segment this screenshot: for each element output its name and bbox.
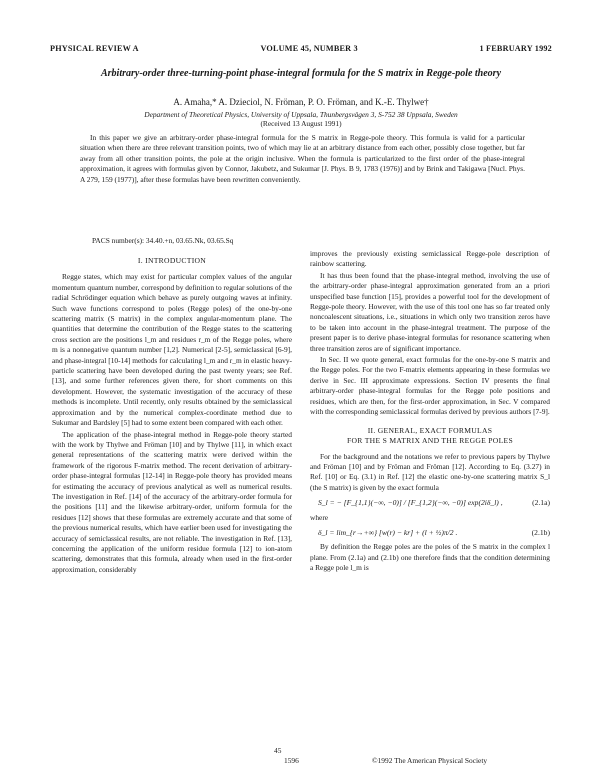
abstract: In this paper we give an arbitrary-order phase-integral formula for the S matrix in Regge-pole theory. This formula is valid for a particular situation when there are three relevant transition points, two of which may lie at an arbitrary distance from each other, possibly close together, but far away from all other transition points, the pole at the origin inclusive. When the formula is particularized to the first order of the phase-integral approximation, it agrees with formulas given by Connor, Jakubetz, and Sukumar [J. Phys. B 9, 1783 (1976)] and by Brink and Takigawa [Nucl. Phys. A 279, 159 (1977)], after these formulas have been rewritten conveniently. bbox=[80, 133, 525, 184]
journal-name: PHYSICAL REVIEW A bbox=[50, 44, 139, 53]
running-header bbox=[50, 44, 552, 53]
issue-date: 1 FEBRUARY 1992 bbox=[479, 44, 552, 53]
equation-number: (2.1b) bbox=[531, 527, 550, 537]
pacs-numbers: PACS number(s): 34.40.+n, 03.65.Nk, 03.65.Sq bbox=[92, 236, 234, 245]
left-column bbox=[52, 256, 292, 575]
equation-body: S_l = − [F_{1,1}(−∞, −0)] / [F_{1,2}(−∞, −0)] exp(2iδ_l) , bbox=[318, 498, 503, 508]
paragraph: It has thus been found that the phase-integral method, involving the use of the arbitrary-order phase-integral approximation generated from an a priori unspecified base function [15], provides a powerful tool for the development of Regge-pole theory. However, with the use of this tool one has so far treated only noncoalescent situations, i.e., situations in which only two transition zeros have to be taken into account in the phase-integral treatment. The purpose of the present paper is to derive phase-integral formulas for resonance scattering when three transition zeros are of significant importance. bbox=[310, 270, 550, 353]
section-heading-introduction: I. INTRODUCTION bbox=[137, 256, 207, 265]
equation-2-1b bbox=[310, 528, 550, 538]
equation-number: (2.1a) bbox=[532, 498, 550, 508]
paper-title: Arbitrary-order three-turning-point phase-integral formula for the S matrix in Regge-pole theory bbox=[100, 68, 502, 79]
author-list: A. Amaha,* A. Dzieciol, N. Fröman, P. O. Fröman, and K.-E. Thylwe† bbox=[173, 97, 429, 107]
volume-number: VOLUME 45, NUMBER 3 bbox=[260, 44, 358, 53]
paragraph: In Sec. II we quote general, exact formulas for the one-by-one S matrix and the Regge poles. For the two F-matrix elements appearing in these formulas we derive in Sec. III approximate expressions. Section IV presents the final arbitrary-order phase-integral formulas for the Regge pole positions and residues, which are then, for the first-order approximation, in Sec. V compared with the corresponding semiclassical formulas derived by previous authors [7-9]. bbox=[310, 355, 550, 417]
footer-number: 1596 bbox=[284, 756, 299, 765]
paragraph: The application of the phase-integral method in Regge-pole theory started with the work by Thylwe and Fröman [10] and by Thylwe [11], in which exact general representations of the scattering matrix were derived within the framework of the rigorous F-matrix method. The recent derivation of arbitrary-order phase-integral formulas [12-14] in Regge-pole theory has provided means for estimating the accuracy of previous analytical as well as numerical results. The investigation in Ref. [14] of the accuracy of the arbitrary-order formula for the positions [11] and the likewise arbitrary-order, uniform formula for the residues [12] shows that these formulas are extremely accurate and that some of the previous numerical results, which have earlier been used for investigating the accuracy of semiclassical results, are not reliable. The investigation in Ref. [13], concerning the application of the uniform residue formula [12] to ion-atom scattering, demonstrates that this formula, already when used in the first-order approximation, considerably bbox=[52, 429, 292, 574]
section-heading-general-formulas bbox=[310, 426, 550, 446]
equation-2-1a bbox=[310, 498, 550, 508]
section-heading-line: FOR THE S MATRIX AND THE REGGE POLES bbox=[347, 435, 513, 445]
equation-body: δ_l = lim_{r→+∞} [w(r) − kr] + (l + ½)π/2 . bbox=[318, 527, 458, 537]
received-date: (Received 13 August 1991) bbox=[260, 119, 342, 128]
paragraph: For the background and the notations we refer to previous papers by Thylwe and Fröman [10] and by Fröman and Fröman [12]. According to Eq. (3.27) in Ref. [10] or Eq. (3.1) in Ref. [12] the elastic one-by-one scattering matrix S_l (the S matrix) is given by the exact formula bbox=[310, 451, 550, 492]
copyright-notice: ©1992 The American Physical Society bbox=[372, 756, 488, 765]
right-column bbox=[310, 249, 550, 574]
page-number: 45 bbox=[274, 746, 282, 755]
paragraph: where bbox=[310, 512, 329, 522]
paragraph: improves the previously existing semiclassical Regge-pole description of rainbow scattering. bbox=[310, 249, 550, 269]
paragraph: By definition the Regge poles are the poles of the S matrix in the complex l plane. From (2.1a) and (2.1b) one therefore finds that the condition determining a Regge pole l_m is bbox=[310, 542, 550, 573]
paragraph: Regge states, which may exist for particular complex values of the angular momentum quantum number, correspond by definition to regular solutions of the radial Schrödinger equation which behave as purely outgoing waves at infinity. Such wave functions correspond to poles (Regge poles) of the one-by-one scattering matrix (S matrix) in the complex angular-momentum plane. The quantities that determine the contribution of the Regge states to the scattering cross section are the positions l_m and residues r_m of the Regge poles, where m is a nonnegative quantum number [1,2]. Numerical [2-5], semiclassical [6-9], and phase-integral [10-14] methods for calculating l_m and r_m in elastic heavy-particle scattering have been developed during the past twenty years; see Ref. [13], and some further references given there, for short comments on this development. However, the systematic investigation of the accuracy of these methods is incomplete. Until recently, only results obtained by the semiclassical approximation and by the numerical complex-coordinate method due to Sukumar and Bardsley [5] had to some extent been compared with each other. bbox=[52, 272, 292, 428]
affiliation-block bbox=[60, 110, 542, 128]
affiliation: Department of Theoretical Physics, University of Uppsala, Thunbergsvägen 3, S-752 38 Uppsala, Sweden bbox=[144, 110, 458, 119]
section-heading-line: II. GENERAL, EXACT FORMULAS bbox=[367, 425, 493, 435]
